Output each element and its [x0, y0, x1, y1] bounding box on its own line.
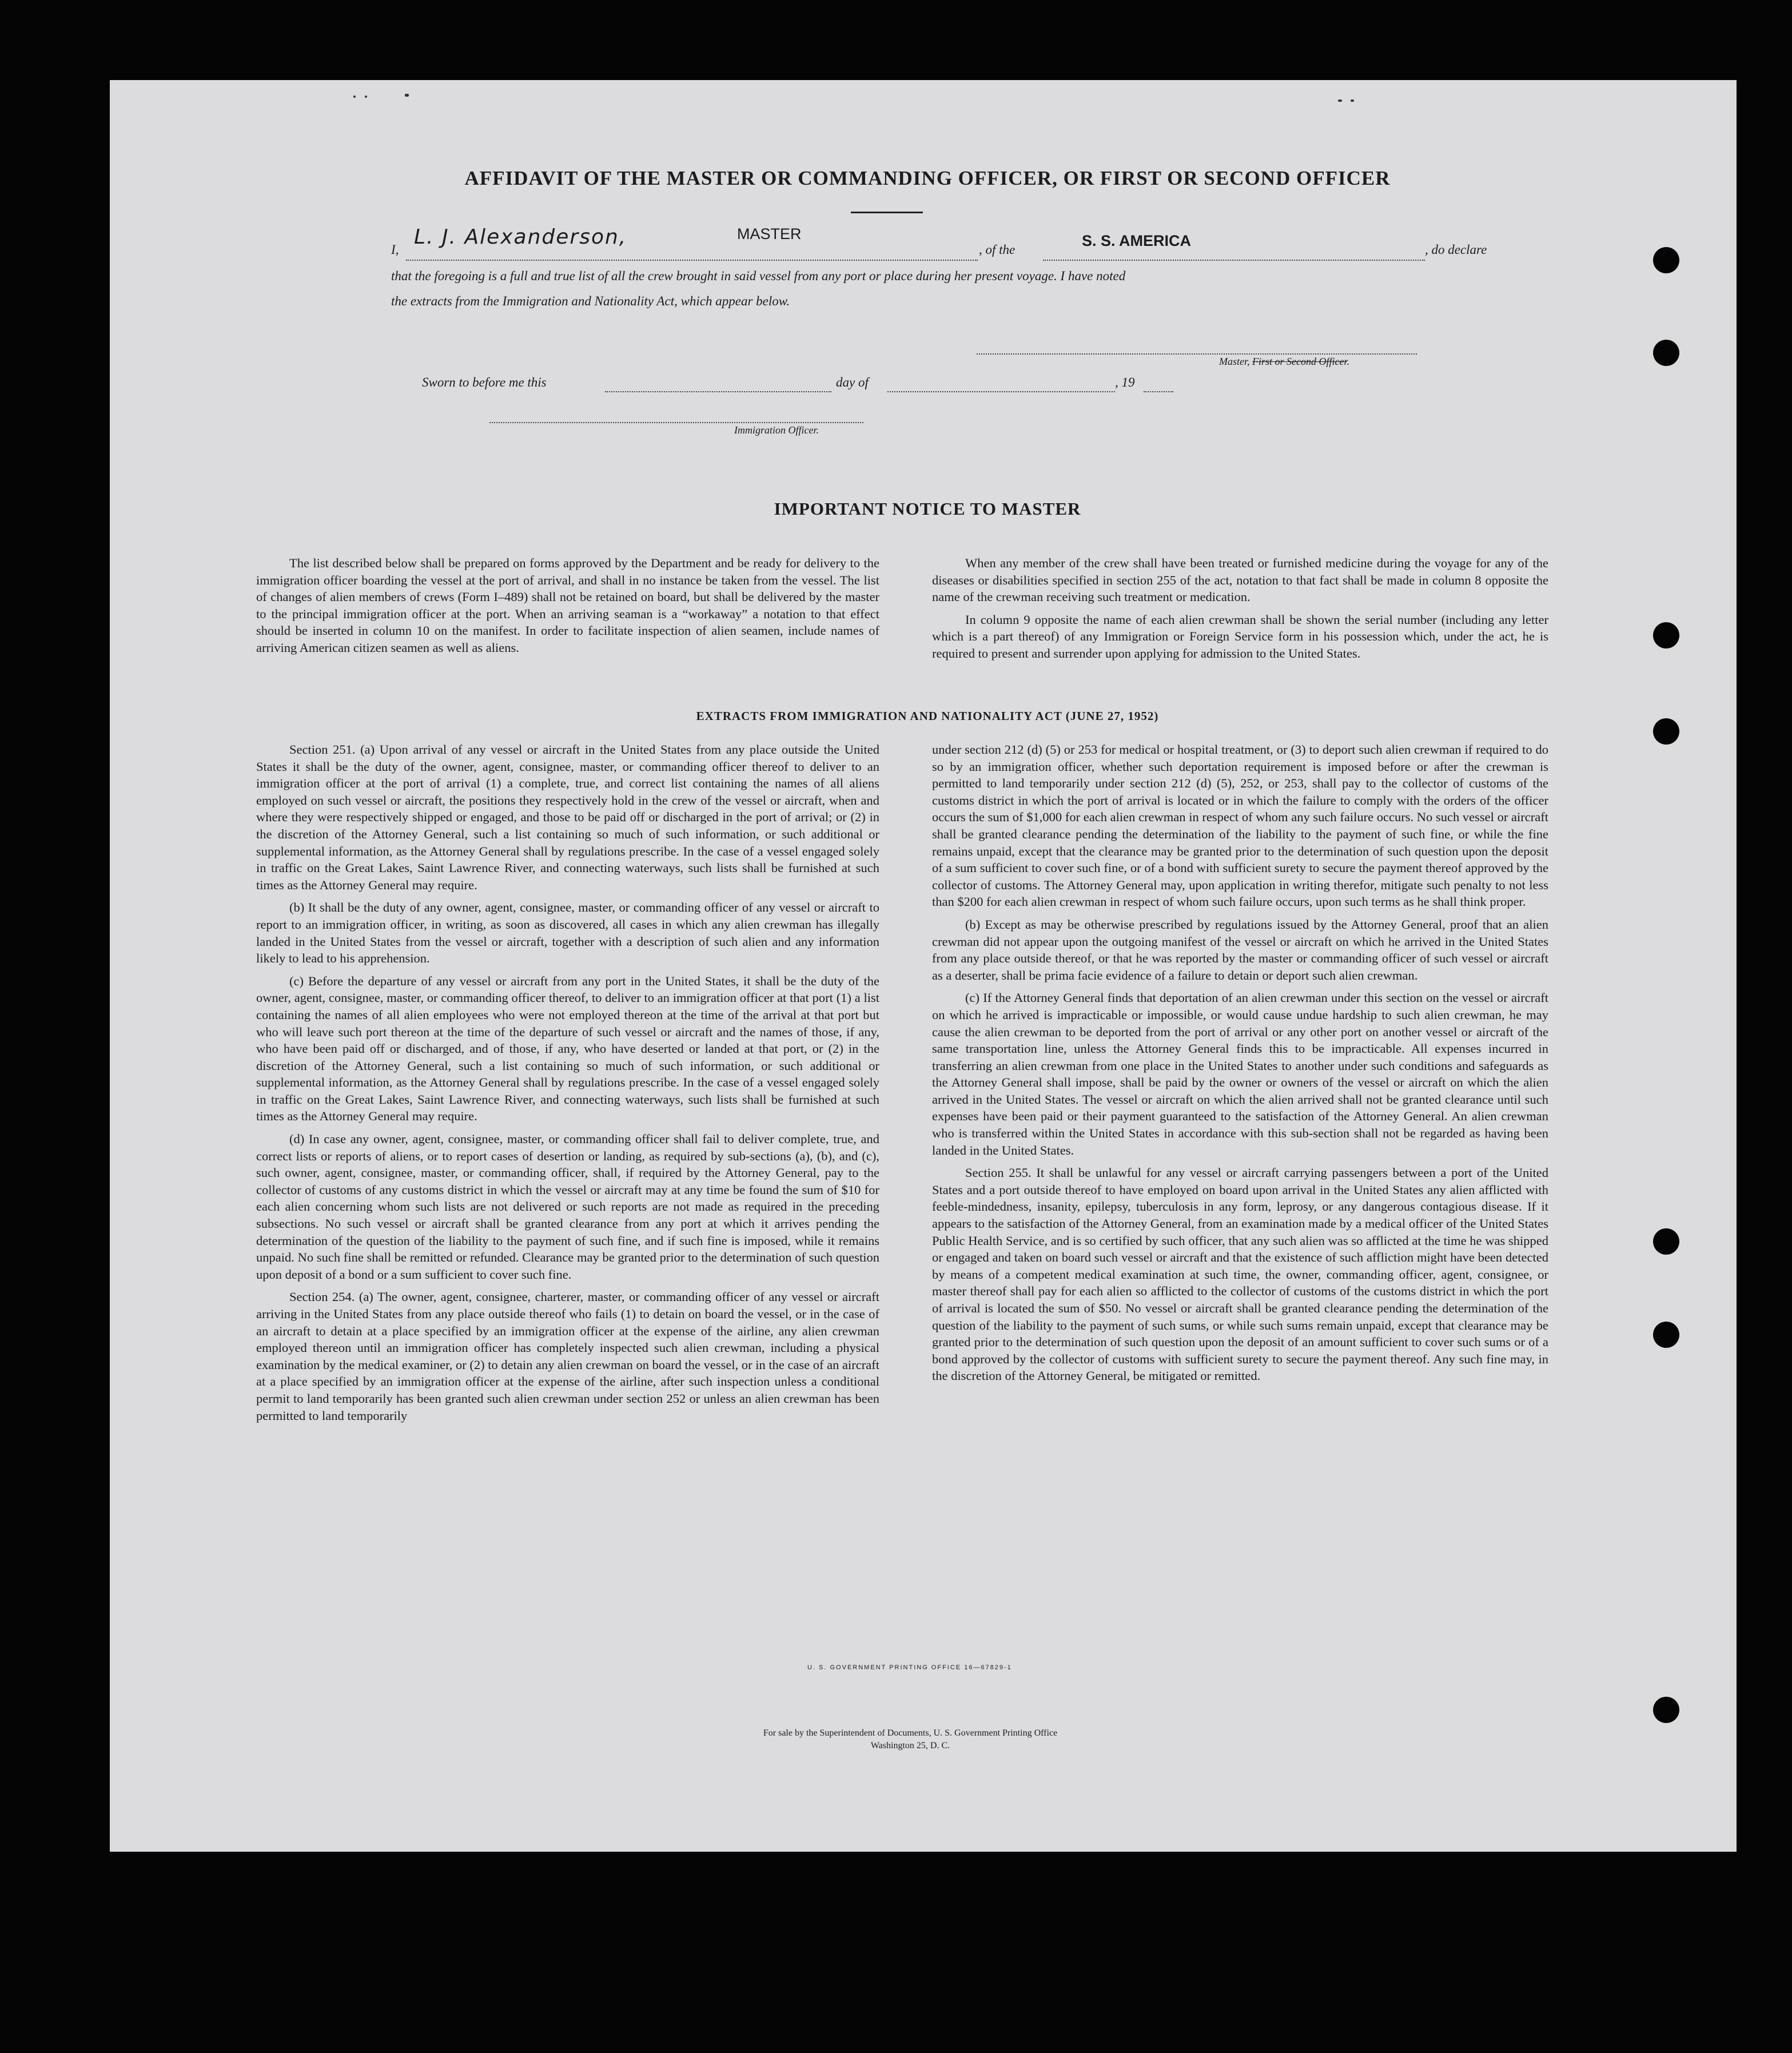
immigration-officer-label: Immigration Officer.: [734, 424, 819, 436]
sale-line-1: For sale by the Superintendent of Documents, U. S. Government Printing Office: [763, 1728, 1058, 1738]
master-signature-line: [977, 353, 1417, 355]
title-divider: [851, 212, 923, 213]
speck: [405, 94, 409, 97]
year-label: , 19: [1115, 375, 1135, 389]
officer-name-handwritten: L. J. Alexanderson,: [414, 225, 627, 249]
act-paragraph: (b) Except as may be otherwise prescribed by regulations issued by the Attorney General, proof that an alien crewman did not appear upon the outgoing manifest of the vessel or aircraft on which he arrived in the United States from any place outside thereof, or that he was reported by the master or commanding officer of such vessel or aircraft as a deserter, shall be prima facie evidence of a failure to detain or deport such alien crewman.: [932, 917, 1548, 982]
notice-left-column: [256, 555, 879, 662]
act-paragraph: Section 254. (a) The owner, agent, consignee, charterer, master, or commanding officer of any vessel or aircraft arriving in the United States from any place outside thereof who fails (1) to detain on board the vessel, or in the case of an aircraft to detain at a place specified by an immigration officer at the expense of the airline, any alien crewman employed thereon until an immigration officer has completely inspected such alien crewman, including a physical examination by the medical examiner, or (2) to detain any alien crewman on board the vessel, or in the case of an aircraft at a place specified by an immigration officer at the expense of the airline, after such inspection unless a conditional permit to land temporarily has been granted such alien crewman under section 252 or unless an alien crewman has been permitted to land temporarily: [256, 1290, 879, 1423]
sworn-year-line: [1144, 391, 1173, 392]
notice-right-column: [932, 555, 1548, 668]
notice-paragraph: When any member of the crew shall have been treated or furnished medicine during the voyage for any of the diseases or disabilities specified in section 255 of the act, notation to that fact shall be made in column 8 opposite the name of the crewman receiving such treatment or medication.: [932, 556, 1548, 604]
name-field-line: [406, 260, 978, 261]
speck: [353, 96, 356, 98]
extracts-left-column: [256, 741, 879, 1430]
speck: [365, 96, 367, 98]
act-paragraph: under section 212 (d) (5) or 253 for medical or hospital treatment, or (3) to deport such alien crewman if required to do so by an immigration officer, whether such deportation requirement is imposed before or after the crewman is permitted to land temporarily under section 212 (d) (5), 252, or 253, shall pay to the collector of customs of the customs district in which the port of arrival is located or in which the failure to comply with the orders of the officer occurs the sum of $1,000 for each alien crewman in respect of whom any such failure occurs. No such vessel or aircraft shall be granted clearance pending the determination of the liability to the payment of such fine, or while the fine remains unpaid, except that the clearance may be granted prior to the determination of such question upon the deposit of a sum sufficient to cover such fine, or of a bond with sufficient surety to secure the payment thereof approved by the collector of customs. The Attorney General may, upon application in writing therefor, mitigate such penalty to not less than $200 for each alien crewman in respect of whom such failure occurs, upon such terms as he shall think proper.: [932, 742, 1548, 909]
punch-hole: [1653, 622, 1679, 648]
extracts-title: EXTRACTS FROM IMMIGRATION AND NATIONALITY ACT (JUNE 27, 1952): [696, 709, 1159, 723]
vessel-name-stamp: S. S. AMERICA: [1082, 232, 1192, 249]
punch-hole: [1653, 1322, 1679, 1348]
act-paragraph: (c) If the Attorney General finds that deportation of an alien crewman under this section on the vessel or aircraft on which he arrived is impracticable or impossible, or would cause undue hardship to such alien crewman, he may cause the alien crewman to be deported from the port of arrival or any other port on another vessel or aircraft of the same transportation line, unless the Attorney General finds this to be impracticable. All expenses incurred in transferring an alien crewman from one place in the United States to another under such conditions and safeguards as the Attorney General shall impose, shall be paid by the owner or owners of the vessel or aircraft on which the alien arrived in the United States. The vessel or aircraft on which the alien arrived shall not be granted clearance until such expenses have been paid or their payment guaranteed to the satisfaction of the Attorney General. An alien crewman who is transferred within the United States in accordance with this sub-section shall not be regarded as having been landed in the United States.: [932, 990, 1548, 1157]
declaration-line-2: the extracts from the Immigration and Nationality Act, which appear below.: [391, 294, 790, 308]
punch-hole: [1653, 340, 1679, 366]
document-page: [110, 80, 1737, 1852]
speck: [1338, 100, 1342, 102]
signature-caption: Master, First or Second Officer.: [1219, 356, 1349, 367]
speck: [1351, 100, 1354, 102]
punch-hole: [1653, 718, 1679, 745]
gpo-code: U. S. GOVERNMENT PRINTING OFFICE 16—67829-1: [807, 1664, 1012, 1671]
day-of-label: day of: [836, 375, 869, 389]
notice-title: IMPORTANT NOTICE TO MASTER: [774, 499, 1081, 519]
extracts-right-column: [932, 741, 1548, 1390]
notice-paragraph: The list described below shall be prepared on forms approved by the Department and be ready for delivery to the immigration officer boarding the vessel at the port of arrival, and shall in no instance be taken from the vessel. The list of changes of alien members of crews (Form I–489) shall not be retained on board, but shall be delivered by the master to the principal immigration officer at the port. When an arriving seaman is a “workaway” a notation to that effect should be inserted in column 10 on the manifest. In order to facilitate inspection of alien seamen, include names of arriving American citizen seamen as well as aliens.: [256, 556, 879, 655]
affidavit-title: AFFIDAVIT OF THE MASTER OR COMMANDING OFFICER, OR FIRST OR SECOND OFFICER: [464, 167, 1391, 189]
act-paragraph: Section 255. It shall be unlawful for any vessel or aircraft carrying passengers between a port of the United States and a port outside thereof to have employed on board upon arrival in the United States any alien afflicted with feeble-mindedness, insanity, epilepsy, tuberculosis in any form, leprosy, or any dangerous contagious disease. If it appears to the satisfaction of the Attorney General, from an examination made by a medical officer of the United States Public Health Service, and is so certified by such officer, that any such alien was so afflicted at the time he was shipped or engaged and taken on board such vessel or aircraft and that the existence of such affliction might have been detected by means of a competent medical examination at such time, the owner, commanding officer, agent, consignee, or master thereof shall pay for each alien so afflicted to the collector of customs of the customs district in which the port of arrival is located the sum of $50. No vessel or aircraft shall be granted clearance pending the determination of the question of the liability to the payment of such sums, or while such sums remain unpaid, except that clearance may be granted prior to the determination of such question upon the deposit of an amount sufficient to cover such sums or of a bond approved by the collector of customs with sufficient surety to secure the payment thereof. Any such fine may, in the discretion of the Attorney General, be mitigated or remitted.: [932, 1165, 1548, 1383]
immigration-officer-line: [489, 422, 863, 423]
act-paragraph: (b) It shall be the duty of any owner, agent, consignee, master, or commanding officer of any vessel or aircraft to report to an immigration officer, in writing, as soon as discovered, all cases in which any alien crewman has illegally landed in the United States from the vessel or aircraft, together with a description of such alien and any information likely to lead to his apprehension.: [256, 900, 879, 966]
punch-hole: [1653, 1697, 1679, 1723]
officer-rank-stamp: MASTER: [737, 225, 802, 242]
act-paragraph: Section 251. (a) Upon arrival of any vessel or aircraft in the United States from any place outside the United States it shall be the duty of the owner, agent, consignee, master, or commanding officer thereof to deliver to an immigration officer at the port of arrival (1) a complete, true, and correct list containing the names of all aliens employed on such vessel or aircraft, the positions they respectively hold in the crew of the vessel or aircraft, when and where they were respectively shipped or engaged, and those to be paid off or discharged in the port of arrival; or (2) in the discretion of the Attorney General, such a list containing so much of such information, or such additional or supplemental information, as the Attorney General shall by regulations prescribe. In the case of a vessel engaged solely in traffic on the Great Lakes, Saint Lawrence River, and connecting waterways, such lists shall be furnished at such times as the Attorney General may require.: [256, 742, 879, 892]
of-the-label: , of the: [979, 242, 1016, 257]
notice-paragraph: In column 9 opposite the name of each alien crewman shall be shown the serial number (including any letter which is a part thereof) of any Immigration or Foreign Service form in his possession which, under the act, he is required to present and surrender upon applying for admission to the United States.: [932, 612, 1548, 661]
punch-hole: [1653, 247, 1679, 273]
vessel-field-line: [1043, 260, 1425, 261]
sale-line-2: Washington 25, D. C.: [870, 1741, 950, 1750]
act-paragraph: (d) In case any owner, agent, consignee, master, or commanding officer shall fail to deliver complete, true, and correct lists or reports of aliens, or to report cases of desertion or landing, as required by sub-sections (a), (b), and (c), such owner, agent, consignee, master, or commanding officer, shall, if required by the Attorney General, pay to the collector of customs of any customs district in which the vessel or aircraft may at any time be found the sum of $10 for each alien concerning whom such lists are not delivered or such reports are not made as required in the preceding subsections. No such vessel or aircraft shall be granted clearance from any port at which it arrives pending the determination of the question of the liability to the payment of such fine, and if such fine is imposed, while it remains unpaid. No such fine shall be remitted or refunded. Clearance may be granted prior to the determination of such question upon deposit of a bond or a sum sufficient to cover such fine.: [256, 1132, 879, 1282]
sale-notice: [624, 1727, 1196, 1752]
sworn-label: Sworn to before me this: [422, 375, 547, 389]
sworn-day-line: [605, 391, 831, 392]
sworn-month-line: [887, 391, 1115, 392]
i-label: I,: [391, 242, 399, 257]
punch-hole: [1653, 1228, 1679, 1255]
declare-label: , do declare: [1425, 242, 1487, 257]
struck-caption: First or Second Officer: [1252, 356, 1347, 367]
act-paragraph: (c) Before the departure of any vessel or aircraft from any port in the United States, it shall be the duty of the owner, agent, consignee, master, or commanding officer thereof, to deliver to an immigration officer at that port (1) a list containing the names of all alien employees who were not employed thereon at the time of the arrival at that port but who will leave such port thereon at the time of the departure of such vessel or aircraft and the names of those, if any, who have been paid off or discharged, and of those, if any, who have deserted or landed at that port, or (2) in the discretion of the Attorney General, such a list containing so much of such information, or such additional or supplemental information, as the Attorney General shall by regulations prescribe. In the case of a vessel engaged solely in traffic on the Great Lakes, Saint Lawrence River, and connecting waterways, such lists shall be furnished at such times as the Attorney General may require.: [256, 973, 879, 1124]
declaration-line-1: that the foregoing is a full and true list of all the crew brought in said vessel from any port or place during her present voyage. I have noted: [391, 269, 1126, 283]
